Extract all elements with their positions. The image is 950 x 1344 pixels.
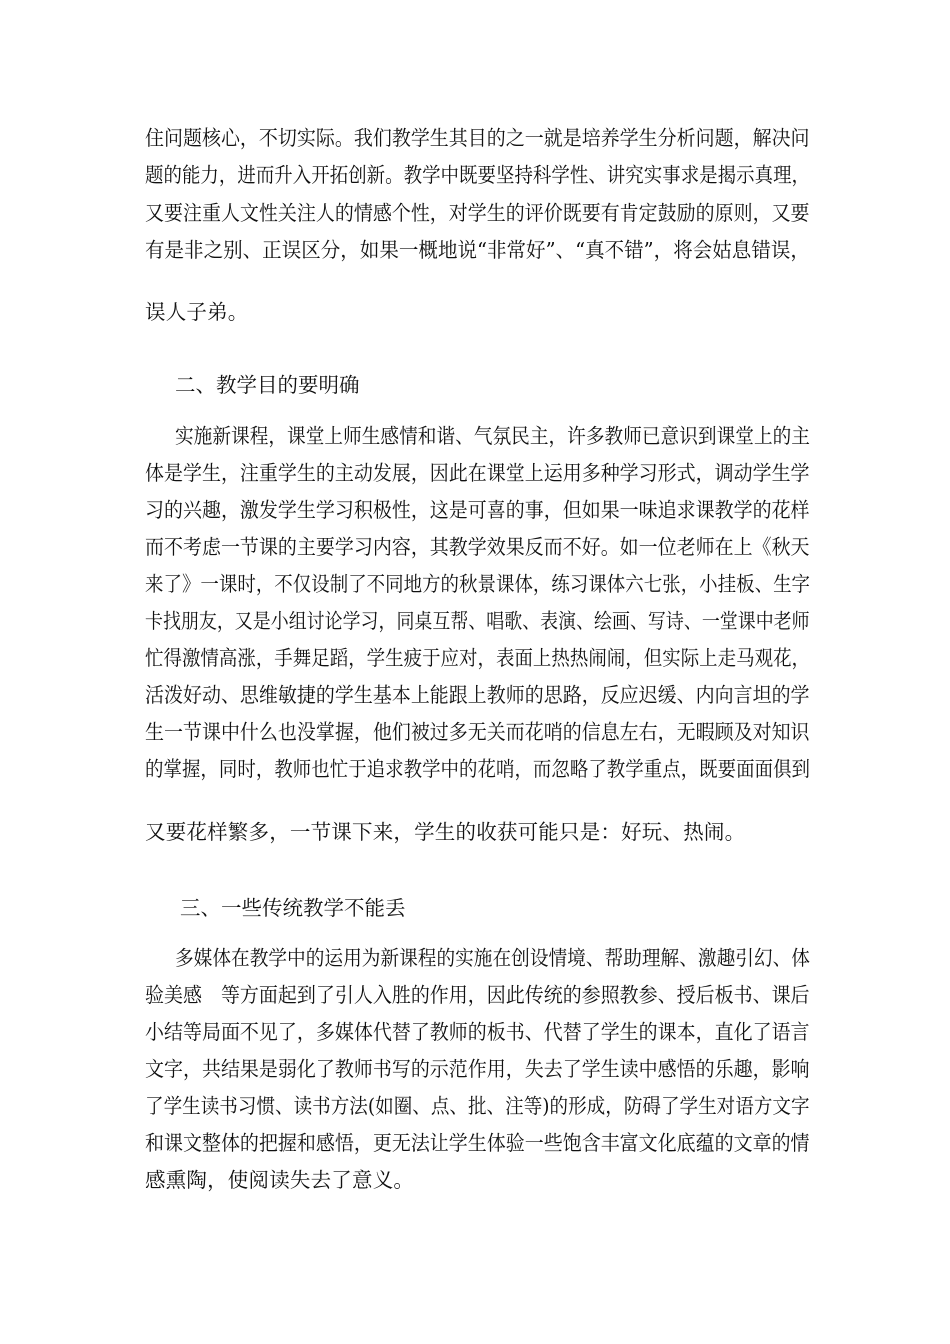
text-line: 活泼好动、思维敏捷的学生基本上能跟上教师的思路，反应迟缓、内向言坦的学 (145, 683, 810, 707)
text-line: 又要花样繁多，一节课下来，学生的收获可能只是：好玩、热闹。 (145, 820, 746, 844)
text-line: 实施新课程，课堂上师生感情和谐、气氛民主，许多教师已意识到课堂上的主 (175, 424, 810, 448)
section-heading: 二、教学目的要明确 (175, 373, 360, 397)
text-line: 文字，共结果是弱化了教师书写的示范作用，失去了学生读中感悟的乐趣，影响 (145, 1057, 810, 1081)
text-line: 而不考虑一节课的主要学习内容，其教学效果反而不好。如一位老师在上《秋天 (145, 535, 810, 559)
text-line: 多媒体在教学中的运用为新课程的实施在创设情境、帮助理解、激趣引幻、体 (175, 946, 810, 970)
text-line: 又要注重人文性关注人的情感个性，对学生的评价既要有肯定鼓励的原则，又要 (145, 201, 810, 225)
text-line: 住问题核心，不切实际。我们教学生其目的之一就是培养学生分析问题，解决问 (145, 126, 810, 150)
text-line: 生一节课中什么也没掌握，他们被过多无关而花哨的信息左右，无暇顾及对知识 (145, 720, 810, 744)
text-line: 来了》一课时，不仅设制了不同地方的秋景课体，练习课体六七张，小挂板、生字 (145, 572, 811, 596)
text-line: 有是非之别、正误区分，如果一概地说“非常好”、“真不错”，将会姑息错误， (145, 238, 810, 262)
text-line: 小结等局面不见了，多媒体代替了教师的板书、代替了学生的课本，直化了语言 (145, 1020, 810, 1044)
text-line: 忙得激情高涨，手舞足蹈，学生疲于应对，表面上热热闹闹，但实际上走马观花， (145, 646, 811, 670)
section-heading: 三、一些传统教学不能丢 (180, 896, 406, 920)
text-line: 习的兴趣，激发学生学习积极性，这是可喜的事，但如果一味追求课教学的花样 (145, 498, 810, 522)
text-line: 题的能力，进而升入开拓创新。教学中既要坚持科学性、讲究实事求是揭示真理， (145, 163, 811, 187)
text-line: 的掌握，同时，教师也忙于追求教学中的花哨，而忽略了教学重点，既要面面俱到 (145, 757, 811, 781)
text-line: 体是学生，注重学生的主动发展，因此在课堂上运用多种学习形式，调动学生学 (145, 461, 810, 485)
text-line: 了学生读书习惯、读书方法(如圈、点、批、注等)的形成，防碍了学生对语方文字 (145, 1094, 810, 1118)
text-line: 误人子弟。 (145, 300, 249, 324)
text-line: 感熏陶，使阅读失去了意义。 (145, 1168, 415, 1192)
text-line: 验美感 等方面起到了引人入胜的作用，因此传统的参照教参、授后板书、课后 (145, 983, 810, 1007)
text-line: 卡找朋友，又是小组讨论学习，同桌互帮、唱歌、表演、绘画、写诗、一堂课中老师 (145, 609, 810, 633)
text-line: 和课文整体的把握和感悟，更无法让学生体验一些饱含丰富文化底蕴的文章的情 (145, 1131, 810, 1155)
